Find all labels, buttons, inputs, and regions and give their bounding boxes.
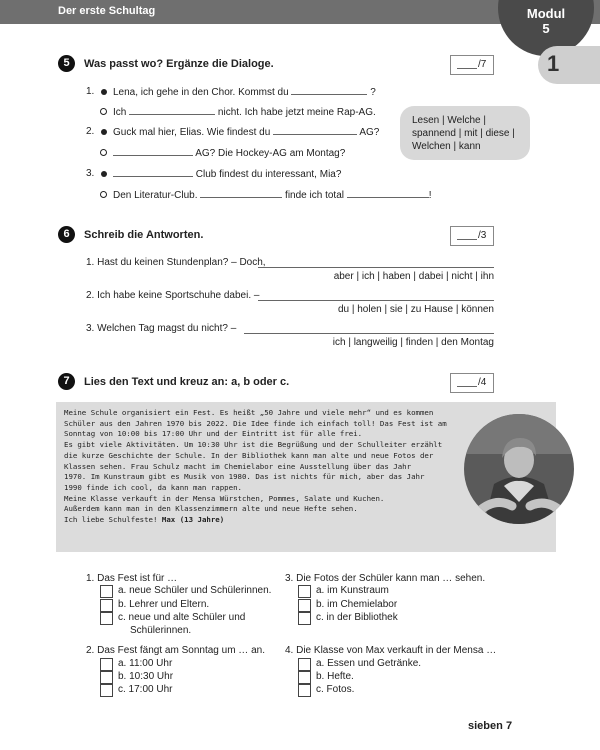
score-total: /3 bbox=[478, 230, 487, 241]
speaker-b-dot bbox=[100, 191, 107, 198]
option-label: a. Essen und Getränke. bbox=[316, 658, 422, 669]
text-line: die kurze Geschichte der Schule. In der Bibliothek kann man alte und neue Fotos der bbox=[64, 450, 434, 460]
exercise-5-number: 5 bbox=[58, 55, 75, 72]
word-list: ich | langweilig | finden | den Montag bbox=[332, 337, 494, 348]
text-line: Meine Klasse verkauft in der Mensa Würstchen, Pommes, Salate und Kuchen. bbox=[64, 493, 385, 503]
text-line: 1990 finde ich cool, da kann man rappen. bbox=[64, 482, 242, 492]
option-label: c. 17:00 Uhr bbox=[118, 684, 173, 695]
side-tab-number: 1 bbox=[547, 51, 560, 76]
signature: Max (13 Jahre) bbox=[161, 515, 225, 525]
option-label: a. 11:00 Uhr bbox=[118, 658, 173, 669]
dialog-line: Ich nicht. Ich habe jetzt meine Rap-AG. bbox=[113, 107, 376, 118]
exercise-6-number: 6 bbox=[58, 226, 75, 243]
checkbox-option-c[interactable] bbox=[100, 612, 113, 625]
dialog-line: AG? Die Hockey-AG am Montag? bbox=[113, 147, 345, 159]
option-label: c. Fotos. bbox=[316, 684, 355, 695]
checkbox-option-a[interactable] bbox=[298, 585, 311, 598]
text-line-signature: Ich liebe Schulfeste! Max (13 Jahre) bbox=[64, 515, 225, 525]
score-total: /4 bbox=[478, 377, 487, 388]
item-number: 1. bbox=[86, 86, 95, 97]
exercise-7-number: 7 bbox=[58, 373, 75, 390]
speaker-b-dot bbox=[100, 149, 107, 156]
checkbox-option-c[interactable] bbox=[100, 684, 113, 697]
text-line: Schüler aus den Jahren 1970 bis 2022. Die Idee finde ich einfach toll! Das Fest ist am bbox=[64, 418, 447, 428]
question-text: 2. Ich habe keine Sportschuhe dabei. – bbox=[86, 290, 260, 301]
option-label: b. Hefte. bbox=[316, 671, 354, 682]
question-text: 3. Welchen Tag magst du nicht? – bbox=[86, 323, 237, 334]
modul-number: 5 bbox=[542, 21, 550, 36]
gap-field[interactable] bbox=[129, 106, 215, 115]
score-total: /7 bbox=[478, 59, 487, 70]
answer-field[interactable] bbox=[244, 333, 494, 334]
modul-label: Modul bbox=[526, 6, 566, 21]
gap-field[interactable] bbox=[200, 189, 282, 198]
question-title: 1. Das Fest ist für … bbox=[86, 573, 178, 584]
question-title: 3. Die Fotos der Schüler kann man … sehen. bbox=[285, 573, 486, 584]
word-box-line: Lesen | Welche | bbox=[412, 115, 486, 126]
checkbox-option-b[interactable] bbox=[100, 671, 113, 684]
answer-field[interactable] bbox=[258, 300, 494, 301]
answer-field[interactable] bbox=[258, 267, 494, 268]
option-label: c. neue und alte Schüler und bbox=[118, 612, 246, 623]
checkbox-option-b[interactable] bbox=[298, 599, 311, 612]
word-box bbox=[400, 106, 530, 160]
exercise-5-score bbox=[450, 55, 494, 75]
question-title: 2. Das Fest fängt am Sonntag um … an. bbox=[86, 645, 265, 656]
checkbox-option-a[interactable] bbox=[100, 658, 113, 671]
speaker-a-dot bbox=[101, 171, 107, 177]
gap-field[interactable] bbox=[347, 189, 429, 198]
option-label: a. neue Schüler und Schülerinnen. bbox=[118, 585, 272, 596]
item-number: 3. bbox=[86, 168, 95, 179]
dialog-line: Club findest du interessant, Mia? bbox=[113, 168, 341, 180]
option-label: b. 10:30 Uhr bbox=[118, 671, 174, 682]
item-number: 2. bbox=[86, 126, 95, 137]
option-label: a. im Kunstraum bbox=[316, 585, 389, 596]
option-label: b. Lehrer und Eltern. bbox=[118, 599, 210, 610]
text-line: 1970. Im Kunstraum gibt es Musik von 1980. Das ist nichts für mich, aber das Jahr bbox=[64, 472, 425, 482]
checkbox-option-a[interactable] bbox=[100, 585, 113, 598]
dialog-line: Den Literatur-Club. finde ich total ! bbox=[113, 190, 432, 201]
text-line: Klassen sehen. Frau Schulz macht im Chemielabor eine Ausstellung über das Jahr bbox=[64, 461, 412, 471]
boy-photo bbox=[464, 414, 574, 524]
gap-field[interactable] bbox=[273, 126, 357, 135]
question-text: 1. Hast du keinen Stundenplan? – Doch, bbox=[86, 257, 266, 268]
gap-field[interactable] bbox=[291, 86, 367, 95]
speaker-b-dot bbox=[100, 108, 107, 115]
word-list: du | holen | sie | zu Hause | können bbox=[337, 304, 494, 315]
word-box-line: spannend | mit | diese | bbox=[412, 128, 515, 139]
checkbox-option-b[interactable] bbox=[100, 599, 113, 612]
gap-field[interactable] bbox=[113, 147, 193, 156]
gap-field[interactable] bbox=[113, 168, 193, 177]
word-box-line: Welchen | kann bbox=[412, 141, 481, 152]
footer-word: sieben bbox=[468, 720, 503, 732]
speaker-a-dot bbox=[101, 89, 107, 95]
exercise-5-title: Was passt wo? Ergänze die Dialoge. bbox=[84, 58, 274, 70]
exercise-6-title: Schreib die Antworten. bbox=[84, 229, 204, 241]
checkbox-option-c[interactable] bbox=[298, 612, 311, 625]
checkbox-option-c[interactable] bbox=[298, 684, 311, 697]
exercise-6-score bbox=[450, 226, 494, 246]
checkbox-option-b[interactable] bbox=[298, 671, 311, 684]
dialog-line: Guck mal hier, Elias. Wie findest du AG? bbox=[113, 127, 380, 138]
option-label: c. in der Bibliothek bbox=[316, 612, 398, 623]
side-tab bbox=[538, 46, 600, 84]
speaker-a-dot bbox=[101, 129, 107, 135]
section-title: Der erste Schultag bbox=[58, 5, 156, 17]
text-line: Außerdem kann man in den Klassenzimmern alte und neue Hefte sehen. bbox=[64, 504, 358, 514]
question-title: 4. Die Klasse von Max verkauft in der Mensa … bbox=[285, 645, 497, 656]
dialog-line: Lena, ich gehe in den Chor. Kommst du ? bbox=[113, 87, 376, 98]
word-list: aber | ich | haben | dabei | nicht | ihn bbox=[333, 271, 494, 282]
checkbox-option-a[interactable] bbox=[298, 658, 311, 671]
text-line: Meine Schule organisiert ein Fest. Es heißt „50 Jahre und viele mehr“ und es kommen bbox=[64, 408, 434, 417]
reading-text bbox=[64, 408, 479, 526]
exercise-7-score bbox=[450, 373, 494, 393]
page-number: 7 bbox=[506, 720, 513, 732]
option-label-continued: Schülerinnen. bbox=[130, 625, 192, 636]
text-line: Es gibt viele Aktivitäten. Um 10:30 Uhr ist die Begrüßung und der Schulleiter erzählt bbox=[64, 440, 443, 450]
exercise-7-title: Lies den Text und kreuz an: a, b oder c. bbox=[84, 376, 290, 388]
option-label: b. im Chemielabor bbox=[316, 599, 398, 610]
text-line: Sonntag von 10:00 bis 17:00 Uhr und der Eintritt ist für alle frei. bbox=[64, 429, 363, 439]
